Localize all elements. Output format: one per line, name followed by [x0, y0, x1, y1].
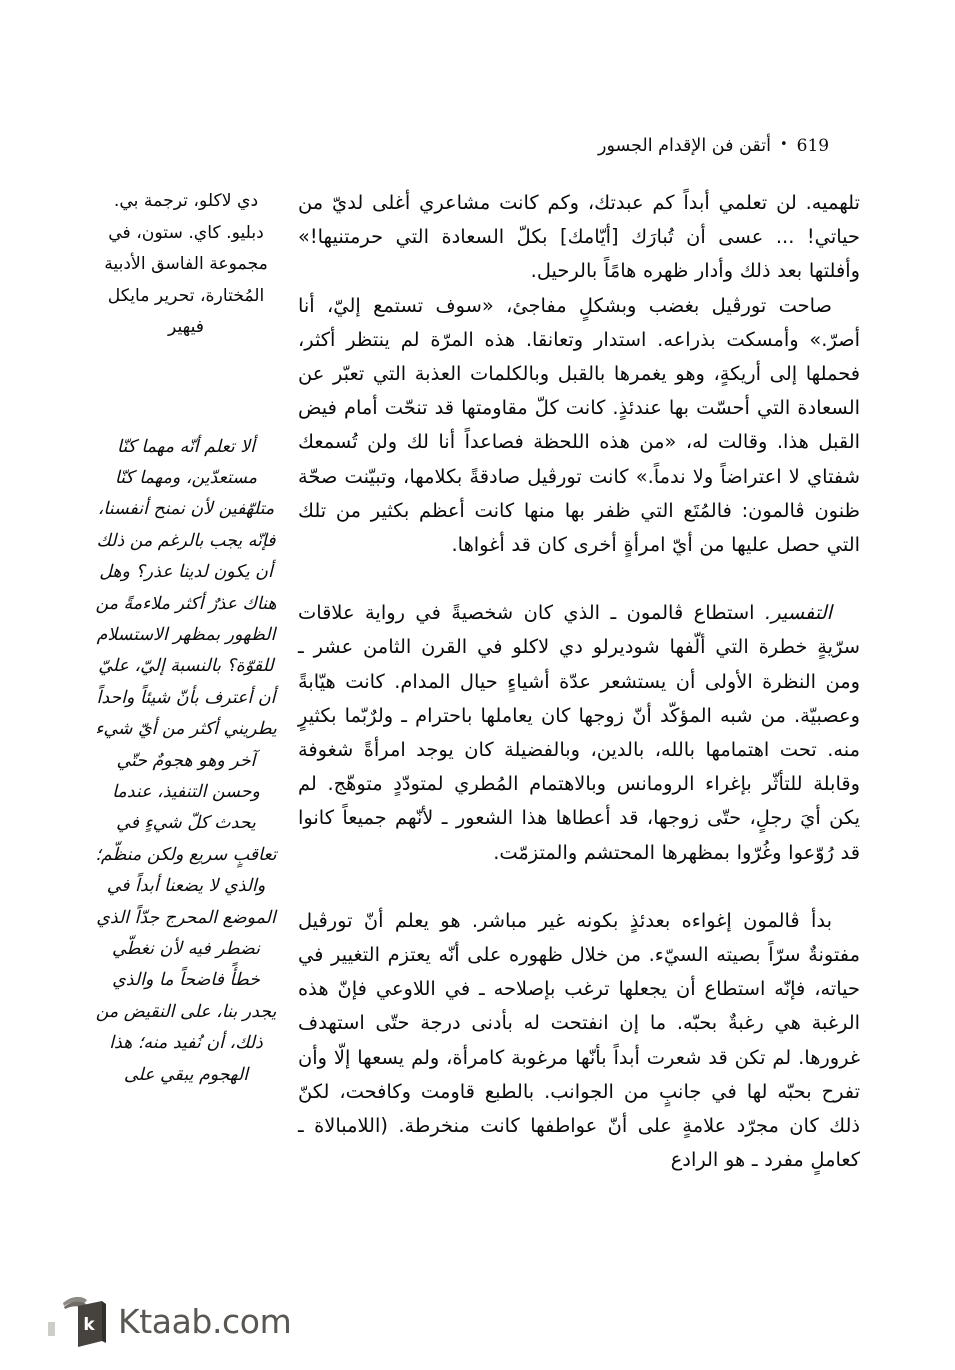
- body-paragraph-1: تلهميه. لن تعلمي أبداً كم عبدتك، وكم كانت مشاعري أغلى لديّ من حياتي! ... عسى أن تُبارَك [أيّامك] بكلّ السعادة التي حرمتنيها!» وأفلتها بعد ذلك وأدار ظهره هامًاً بالرحيل.: [298, 191, 860, 283]
- chapter-title: أتقن فن الإقدام الجسور: [598, 136, 771, 156]
- body-paragraph-4: بدأ ڤالمون إغواءه بعدئذٍ بكونه غير مباشر. هو يعلم أنّ تورڤيل مفتونةٌ سرّاً بصيته السيّء. من خلال ظهوره على أنّه يعتزم التغيير في حياته، فإنّه استطاع أن يجعلها ترغب بإصلاحه ـ في اللاوعي فإنّ هذه الرغبة هي رغبةٌ بحبّه. ما إن انفتحت له بأدنى درجة حتّى استهدف غرورها. لم تكن قد شعرت أبداً بأنّها مرغوبة كامرأة، ولم يسعها إلّا وأن تفرح بحبّه لها في جانبٍ من الجوانب. بالطبع قاومت وكافحت، لكنّ ذلك كان مجرّد علامةٍ على أنّ عواطفها كانت منخرطة. (اللامبالاة ـ كعاملٍ مفرد ـ هو الرادع: [298, 908, 860, 1172]
- page-columns: [0, 186, 955, 1256]
- page-number: 619: [796, 136, 830, 156]
- header-separator-dot: •: [779, 136, 788, 152]
- watermark-text: Ktaab.com: [118, 1301, 292, 1341]
- page-edge-tick: [48, 1322, 55, 1336]
- explanation-text: استطاع ڤالمون ـ الذي كان شخصيةً في رواية علاقات سرّيةٍ خطرة التي ألّفها شوديرلو دي لاكلو في القرن الثامن عشر ـ ومن النظرة الأولى أن يستشعر عدّة أشياءٍ حيال المدام. كانت هيّابةً وعصبيّة. من شبه المؤكّد أنّ زوجها كان يعاملها باحترام ـ ولرٌبّما بكثيرٍ منه. تحت اهتمامها بالله، بالدين، وبالفضيلة كان يوجد امرأةً شغوفة وقابلة للتأثّر بإغراء الرومانس وبالاهتمام المُطري لمتودّدٍ متوهّج. لم يكن أيَ رجلٍ، حتّى زوجها، قد أعطاها هذا الشعور ـ لأنّهم جميعاً كانوا قد رُوّعوا وغُرّوا بمظهرها المحتشم والمتزمّت.: [298, 601, 860, 864]
- body-paragraph-3: [298, 596, 860, 870]
- explanation-label: التفسير.: [765, 601, 832, 625]
- running-header-inner: [598, 136, 829, 156]
- svg-text:k: k: [83, 1315, 95, 1335]
- main-text-column: [298, 186, 860, 1177]
- watermark: [62, 1294, 291, 1348]
- body-paragraph-2: صاحت تورڤيل بغضب وبشكلٍ مفاجئ، «سوف تستمع إليّ، أنا أصرّ.» وأمسكت بذراعه. استدار وتعانقا. هذه المرّة لم ينتظر أكثر، فحملها إلى أريكةٍ، وهو يغمرها بالقبل وبالكلمات العذبة التي تعبّر عن السعادة التي أحسّت بها عندئذٍ. كانت كلّ مقاومتها قد تنحّت أمام فيض القبل هذا. وقالت له، «من هذه اللحظة فصاعداً أنا لك ولن تُسمعك شفتاي لا اعتراضاً ولا ندماً.» كانت تورڤيل صادقةً بكلامها، وتبيّنت صحّة ظنون ڤالمون: فالمُتَع التي ظفر بها منها كانت أعظم بكثير من تلك التي حصل عليها من أيّ امرأةٍ أخرى كان قد أغواها.: [298, 293, 860, 557]
- sidebar: [95, 186, 277, 1091]
- sidebar-citation: دي لاكلو، ترجمة بي. دبليو. كاي. ستون، في مجموعة الفاسق الأدبية المُختارة، تحرير مايكل فيهير: [104, 191, 268, 337]
- sidebar-pull-quote: ألا تعلم أنّه مهما كنّا مستعدّين، ومهما كنّا متلهّفين لأن نمنح أنفسنا، فإنّه يجب بالرغم من ذلك أن يكون لدينا عذر؟ وهل هناك عذرٌ أكثر ملاءمةً من الظهور بمظهر الاستسلام للقوّة؟ بالنسبة إليّ، عليّ أن أعترف بأنّ شيئاً واحداً يطريني أكثر من أيّ شيء آخر وهو هجومٌ حتّي وحسن التنفيذ، عندما يحدث كلّ شيءٍ في تعاقبٍ سريع ولكن منظّم؛ والذي لا يضعنا أبداً في الموضع المحرج جدّاً الذي نضطر فيه لأن نغطّي خطأً فاضحاً ما والذي يجدر بنا، على النقيض من ذلك، أن نُفيد منه؛ هذا الهجوم يبقي على: [95, 436, 277, 1085]
- book-logo-icon: [62, 1294, 108, 1348]
